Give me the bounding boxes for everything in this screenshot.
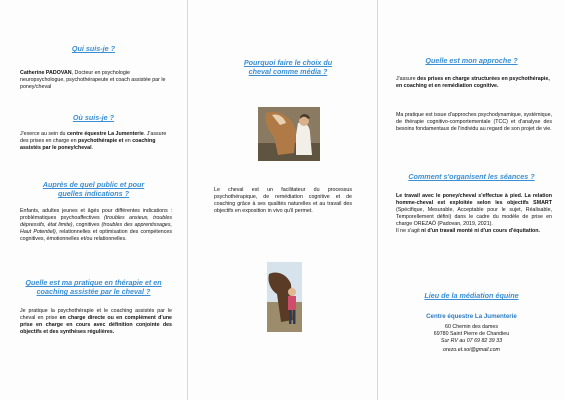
practice-text: Je pratique la psychothérapie et le coaching assistés par le cheval en prise en charge directe ou en complément d'une prise en charge en cours avec définition conjointe des objectifs et des synthèses régulières.	[20, 308, 172, 335]
right-panel	[378, 0, 565, 400]
public-text: Enfants, adultes jeunes et âgés pour différentes indications : problématiques psychoaffectives (troubles anxieux, troubles dépressifs, état limite), cognitives (troubles des apprentissages, Haut Potentiel), relationnelles et optimisation des compétences cognitives, émotionnelles et/ou relationnelles.	[20, 208, 172, 242]
why-text: Le cheval est un facilitateur du processus psychothérapique, de remédiation cognitive et de coaching grâce à ses qualités naturelles et au travail des objectifs en exposition in vivo qu'il permet.	[214, 187, 352, 214]
approach-title: Quelle est mon approche ?	[425, 56, 518, 65]
where-title: Où suis-je ?	[72, 113, 115, 122]
sessions-title: Comment s'organisent les séances ?	[408, 172, 535, 181]
address-line-1: 60 Chemin des dames	[445, 324, 498, 330]
email-link[interactable]: orezo.et.soi@gmail.com	[443, 347, 500, 353]
approach-text-2: Ma pratique est issue d'approches psychodynamique, systémique, de thérapie cognitivo-comportementale (TCC) et d'analyse des besoins fondamentaux de l'individu au regard de son projet de vie.	[396, 112, 552, 132]
place-title: Lieu de la médiation équine	[424, 291, 519, 300]
left-panel	[0, 0, 187, 400]
phone-line: Sur RV au 07 69 82 39 33	[440, 338, 503, 344]
address-line-2: 69780 Saint Pierre de Chandieu	[433, 331, 510, 337]
who-title: Qui suis-je ?	[71, 44, 116, 53]
girl-horse-photo	[267, 262, 302, 332]
horse-photo	[258, 107, 320, 161]
sessions-text: Le travail avec le poney/cheval s'effectue à pied. La relation homme-cheval est exploitée selon les objectifs SMART (Spécifique, Mesurable, Acceptable pour le sujet, Réalisable, Temporellement défini) dans le cadre du modèle de prise en charge OREZAÖ (Padovan, 2019, 2021). Il ne s'agit ni d'un travail monté ni d'un cours d'équitation.	[396, 193, 552, 234]
approach-text: J'assure des prises en charge structurées en psychothérapie, en coaching et en remédiation cognitive.	[396, 76, 550, 89]
who-text: Catherine PADOVAN, Docteur en psychologie neuropsychologue, psychothérapeute et coach assistée par le poney/cheval	[20, 70, 166, 90]
where-text: J'exerce au sein du centre équestre La Jumenterie. J'assure des prises en charge en psychothérapie et en coaching assistés par le poney/cheval.	[20, 131, 167, 151]
place-name: Centre équestre La Jumenterie	[426, 313, 517, 320]
why-title: Pourquoi faire le choix du cheval comme média ?	[243, 58, 333, 76]
practice-title: Quelle est ma pratique en thérapie et en coaching assistée par le cheval ?	[25, 278, 162, 296]
middle-panel	[188, 0, 377, 400]
public-title: Auprès de quel public et pour quelles indications ?	[42, 180, 145, 198]
